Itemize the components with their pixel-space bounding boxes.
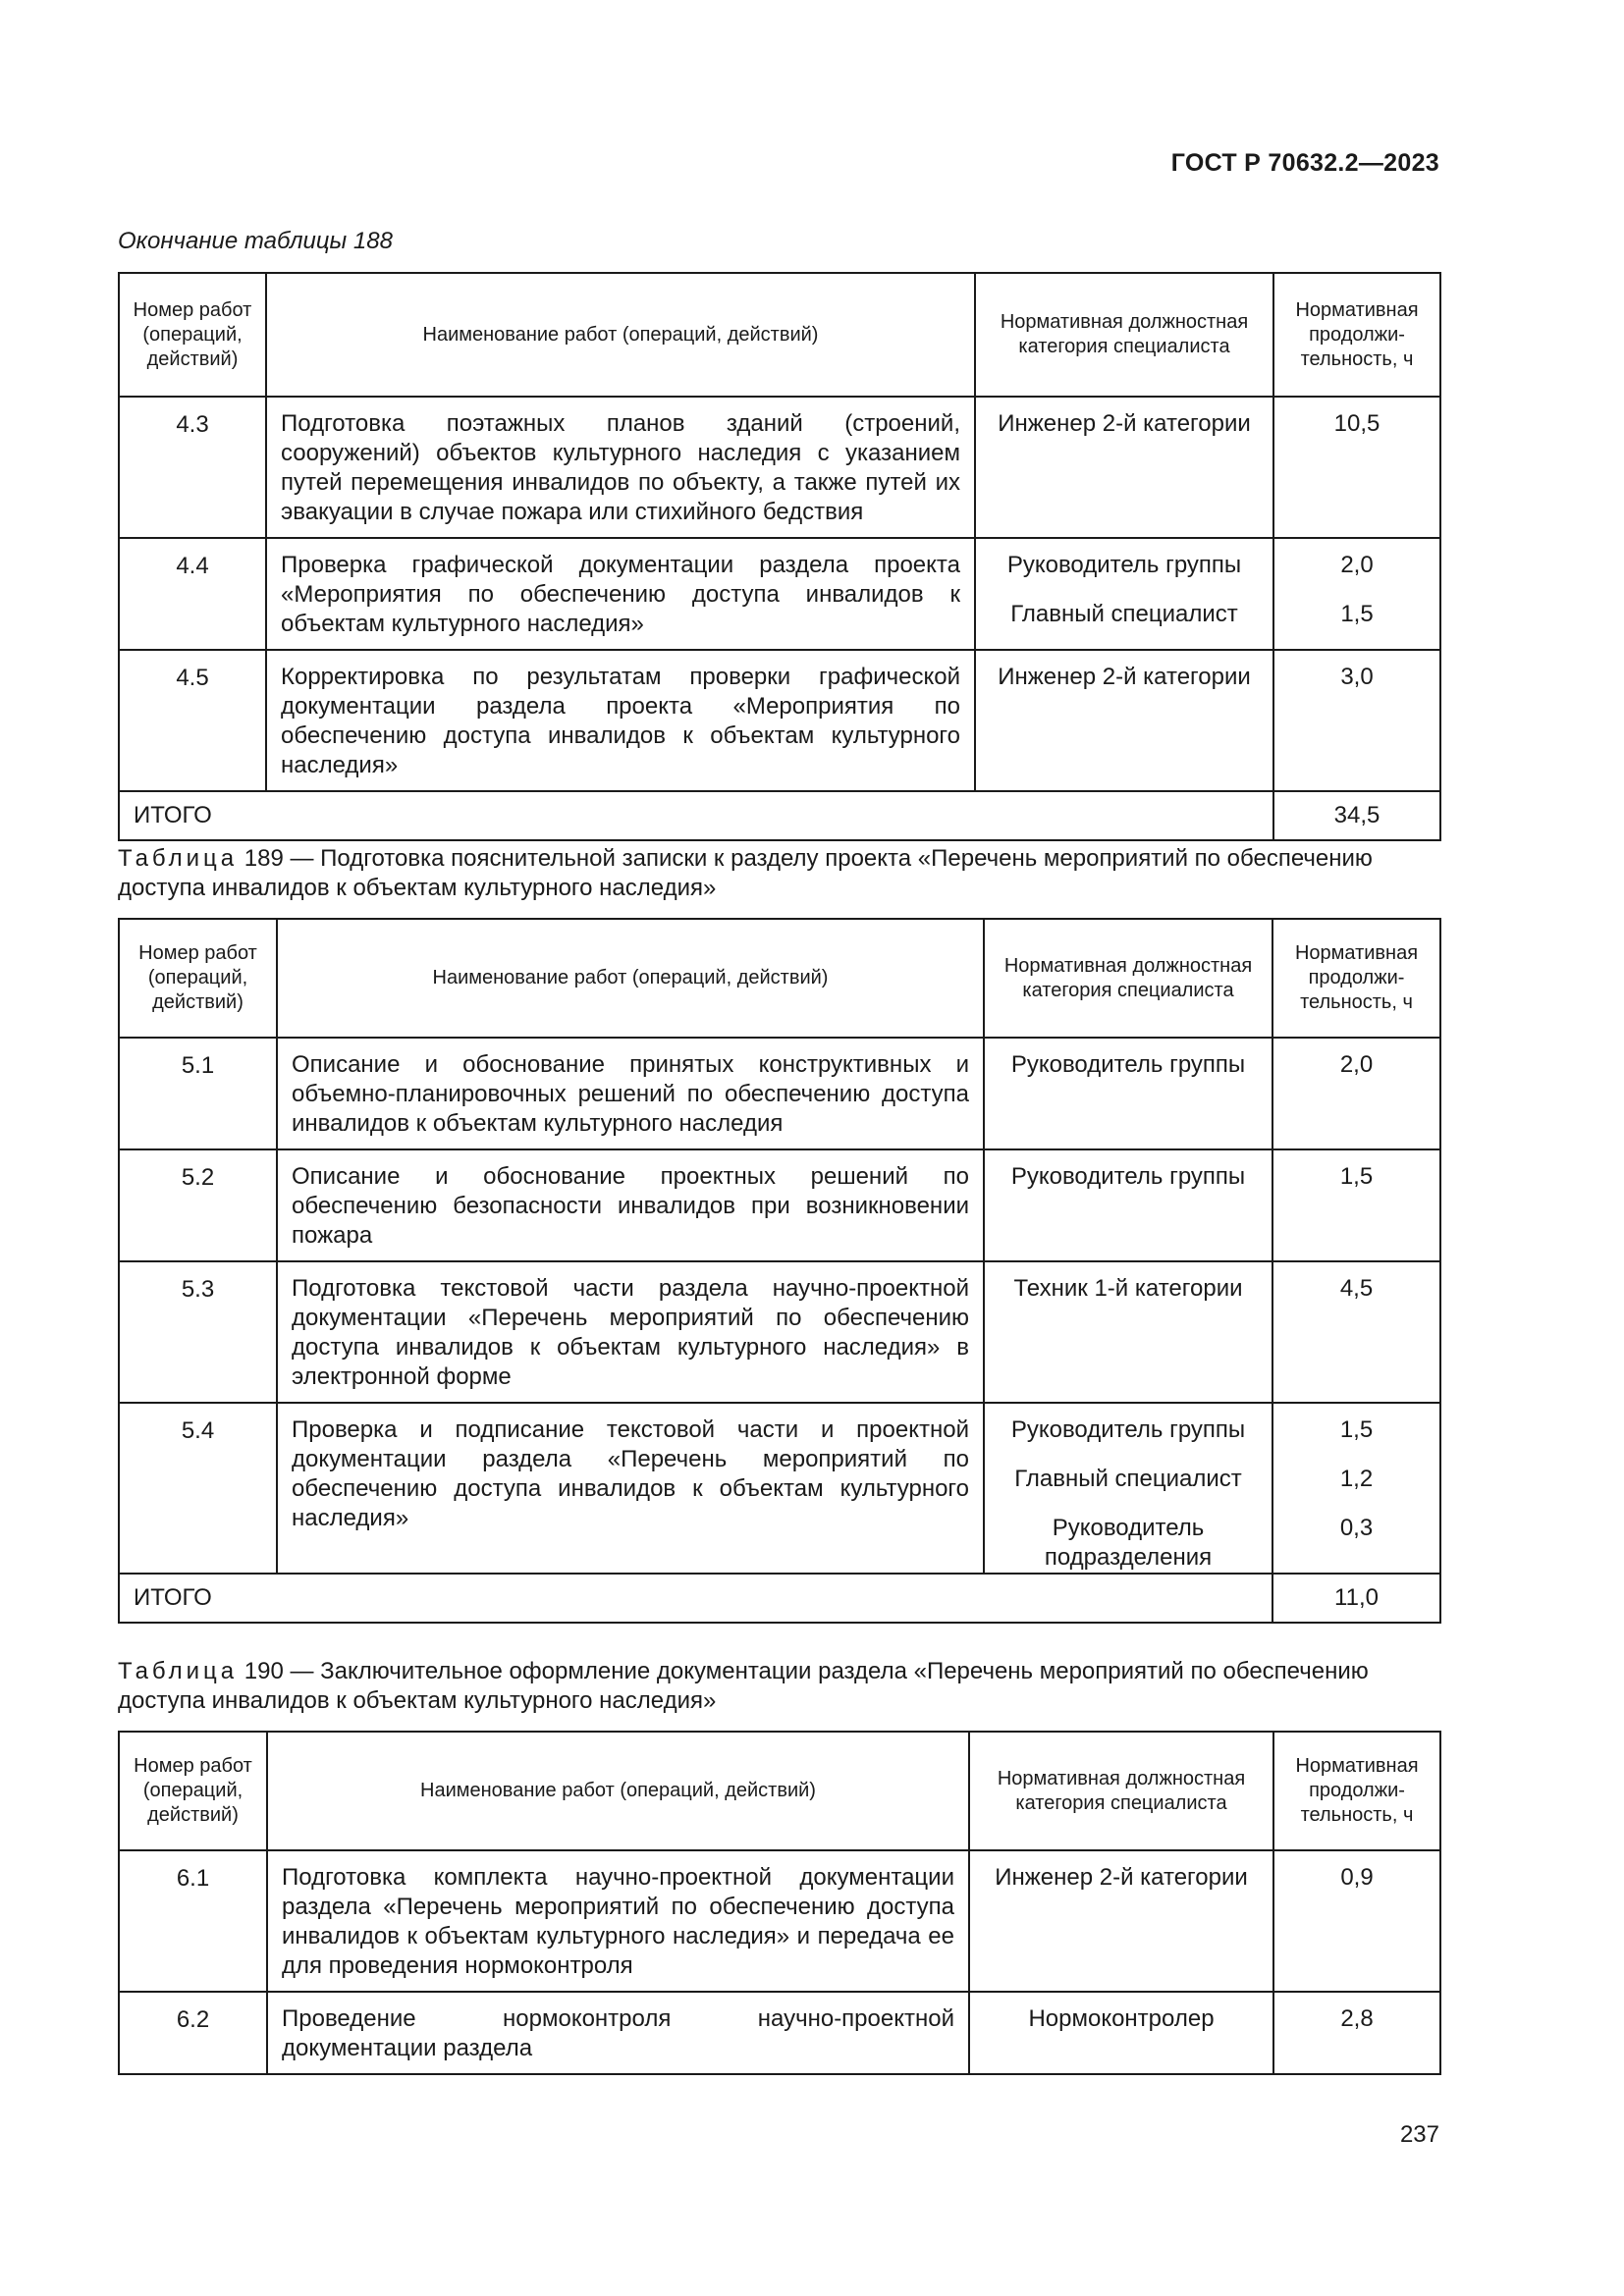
row-specialist [984, 1261, 1272, 1403]
specialist-category: Нормоконтролер [1028, 2005, 1215, 2032]
col-header-spec: Нормативная должностная категория специалиста [984, 919, 1272, 1038]
row-specialist [984, 1038, 1272, 1149]
row-work-name: Проведение нормоконтроля научно-проектной документации раздела [267, 1992, 969, 2074]
col-header-spec: Нормативная должностная категория специалиста [969, 1732, 1273, 1850]
col-header-name: Наименование работ (операций, действий) [267, 1732, 969, 1850]
row-specialist [984, 1403, 1272, 1574]
row-work-name: Корректировка по результатам проверки графической документации раздела проекта «Мероприятия по обеспечению доступа инвалидов к объектам культурного наследия» [266, 650, 975, 791]
total-label: ИТОГО [119, 1574, 1272, 1623]
table-row [119, 1149, 1440, 1261]
row-work-name: Описание и обоснование принятых конструктивных и объемно-планировочных решений по обеспечению доступа инвалидов к объектам культурного наследия [277, 1038, 984, 1149]
duration-value: 1,5 [1339, 1416, 1374, 1443]
specialist-category: Инженер 2-й категории [998, 410, 1251, 437]
col-header-name: Наименование работ (операций, действий) [277, 919, 984, 1038]
row-number: 4.3 [119, 397, 266, 538]
duration-value: 0,3 [1339, 1515, 1374, 1541]
row-duration [1273, 1992, 1440, 2074]
col-header-num: Номер работ (операций, действий) [119, 919, 277, 1038]
specialist-category: Главный специалист [1014, 1466, 1242, 1492]
table-row [119, 538, 1440, 650]
specialist-category: Инженер 2-й категории [995, 1864, 1248, 1891]
duration-value: 2,0 [1339, 1051, 1374, 1078]
table-188 [118, 272, 1441, 841]
duration-value: 1,5 [1340, 601, 1374, 627]
duration-value: 2,8 [1340, 2005, 1374, 2032]
col-header-dur: Нормативная продолжи-тельность, ч [1272, 919, 1440, 1038]
row-work-name: Подготовка текстовой части раздела научно-проектной документации «Перечень мероприятий по обеспечению доступа инвалидов к объектам культурного наследия» в электронной форме [277, 1261, 984, 1403]
col-header-dur: Нормативная продолжи-тельность, ч [1273, 1732, 1440, 1850]
table-row [119, 1261, 1440, 1403]
caption-text: 189 — Подготовка пояснительной записки к разделу проекта «Перечень мероприятий по обеспечению доступа инвалидов к объектам культурного наследия» [118, 845, 1373, 901]
table-row [119, 1403, 1440, 1574]
row-duration [1272, 1261, 1440, 1403]
row-number: 5.1 [119, 1038, 277, 1149]
specialist-category: Техник 1-й категории [1013, 1275, 1243, 1302]
row-number: 4.5 [119, 650, 266, 791]
duration-value: 1,2 [1339, 1466, 1374, 1492]
row-specialist [975, 538, 1273, 650]
col-header-dur: Нормативная продолжи-тельность, ч [1273, 273, 1440, 397]
row-work-name: Описание и обоснование проектных решений по обеспечению безопасности инвалидов при возникновении пожара [277, 1149, 984, 1261]
table-row [119, 1850, 1440, 1992]
table-189-caption [118, 844, 1439, 903]
specialist-category: Инженер 2-й категории [998, 664, 1251, 690]
row-work-name: Проверка графической документации раздела проекта «Мероприятия по обеспечению доступа инвалидов к объектам культурного наследия» [266, 538, 975, 650]
specialist-category: Главный специалист [1010, 601, 1238, 627]
row-number: 5.3 [119, 1261, 277, 1403]
continuation-caption: Окончание таблицы 188 [118, 228, 393, 254]
specialist-category: Руководитель подразделения [1044, 1515, 1213, 1571]
table-row [119, 1038, 1440, 1149]
row-work-name: Проверка и подписание текстовой части и проектной документации раздела «Перечень мероприятий по обеспечению доступа инвалидов к объектам культурного наследия» [277, 1403, 984, 1574]
row-specialist [969, 1992, 1273, 2074]
table-190-caption [118, 1657, 1439, 1716]
table-190 [118, 1731, 1441, 2075]
duration-value: 1,5 [1339, 1163, 1374, 1190]
table-row [119, 650, 1440, 791]
duration-value: 3,0 [1340, 664, 1374, 690]
table-189 [118, 918, 1441, 1624]
total-label: ИТОГО [119, 791, 1273, 840]
col-header-spec: Нормативная должностная категория специалиста [975, 273, 1273, 397]
row-duration [1273, 650, 1440, 791]
row-duration [1272, 1038, 1440, 1149]
specialist-category: Руководитель группы [1010, 1416, 1246, 1443]
row-number: 5.4 [119, 1403, 277, 1574]
doc-header: ГОСТ Р 70632.2—2023 [1170, 149, 1439, 177]
row-specialist [975, 650, 1273, 791]
row-number: 6.2 [119, 1992, 267, 2074]
row-number: 6.1 [119, 1850, 267, 1992]
table-row [119, 1992, 1440, 2074]
row-work-name: Подготовка комплекта научно-проектной документации раздела «Перечень мероприятий по обеспечению доступа инвалидов к объектам культурного наследия» и передача ее для проведения нормоконтроля [267, 1850, 969, 1992]
table-row [119, 397, 1440, 538]
row-specialist [969, 1850, 1273, 1992]
caption-text: 190 — Заключительное оформление документации раздела «Перечень мероприятий по обеспечению доступа инвалидов к объектам культурного наследия» [118, 1658, 1369, 1714]
row-duration [1273, 538, 1440, 650]
row-specialist [984, 1149, 1272, 1261]
col-header-name: Наименование работ (операций, действий) [266, 273, 975, 397]
page-number: 237 [1399, 2121, 1439, 2148]
specialist-category: Руководитель группы [1010, 1051, 1246, 1078]
row-number: 5.2 [119, 1149, 277, 1261]
total-value: 34,5 [1273, 791, 1440, 840]
row-work-name: Подготовка поэтажных планов зданий (строений, сооружений) объектов культурного наследия с указанием путей перемещения инвалидов по объекту, а также путей их эвакуации в случае пожара или стихийного бедствия [266, 397, 975, 538]
specialist-category: Руководитель группы [1006, 552, 1242, 578]
row-number: 4.4 [119, 538, 266, 650]
table-189-body [119, 1038, 1440, 1574]
duration-value: 10,5 [1333, 410, 1380, 437]
table-188-body [119, 397, 1440, 791]
col-header-num: Номер работ (операций, действий) [119, 273, 266, 397]
duration-value: 4,5 [1339, 1275, 1374, 1302]
total-value: 11,0 [1272, 1574, 1440, 1623]
duration-value: 2,0 [1340, 552, 1374, 578]
col-header-num: Номер работ (операций, действий) [119, 1732, 267, 1850]
specialist-category: Руководитель группы [1010, 1163, 1246, 1190]
caption-word: Таблица [118, 1658, 239, 1684]
row-duration [1272, 1403, 1440, 1574]
row-duration [1273, 397, 1440, 538]
table-190-body [119, 1850, 1440, 2074]
row-duration [1272, 1149, 1440, 1261]
row-duration [1273, 1850, 1440, 1992]
row-specialist [975, 397, 1273, 538]
caption-word: Таблица [118, 845, 239, 872]
duration-value: 0,9 [1340, 1864, 1374, 1891]
